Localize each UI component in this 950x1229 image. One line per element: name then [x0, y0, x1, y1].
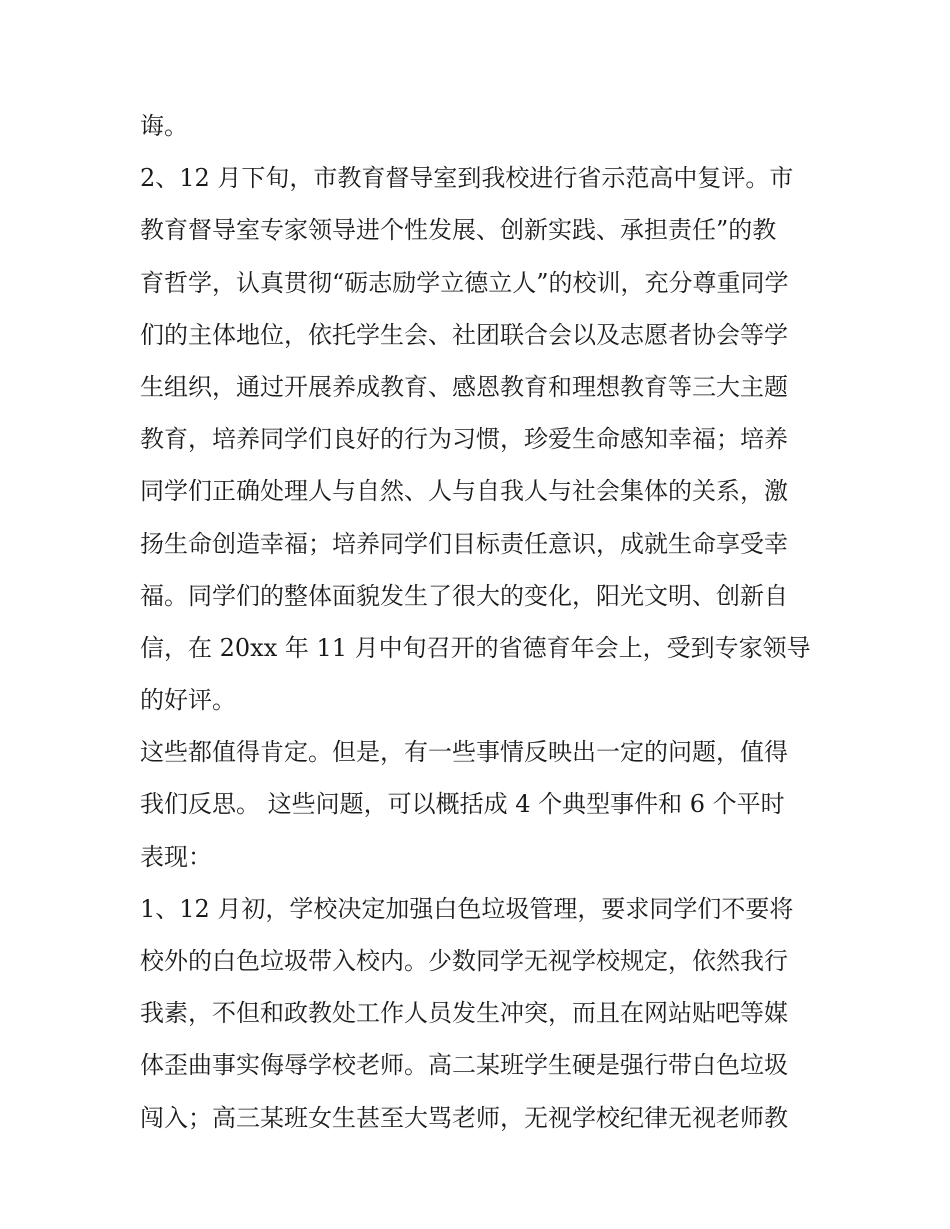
text-line: 我们反思。 这些问题，可以概括成 4 个典型事件和 6 个平时	[140, 790, 785, 819]
text-line: 同学们正确处理人与自然、人与自我人与社会集体的关系，激	[140, 477, 788, 506]
text-line: 1、12 月初，学校决定加强白色垃圾管理，要求同学们不要将	[140, 894, 794, 923]
text-line: 育哲学，认真贯彻“砺志励学立德立人”的校训，充分尊重同学	[140, 268, 789, 297]
text-line: 闯入；高三某班女生甚至大骂老师，无视学校纪律无视老师教	[140, 1103, 788, 1132]
text-line: 的好评。	[140, 686, 236, 715]
text-line: 体歪曲事实侮辱学校老师。高二某班学生硬是强行带白色垃圾	[140, 1051, 788, 1080]
text-line: 这些都值得肯定。但是，有一些事情反映出一定的问题，值得	[140, 738, 788, 767]
text-line: 们的主体地位，依托学生会、社团联合会以及志愿者协会等学	[140, 320, 788, 349]
text-line: 2、12 月下旬，市教育督导室到我校进行省示范高中复评。市	[140, 164, 794, 193]
text-line: 福。同学们的整体面貌发生了很大的变化，阳光文明、创新自	[140, 581, 788, 610]
text-line: 信，在 20xx 年 11 月中旬召开的省德育年会上，受到专家领导	[140, 633, 811, 662]
text-line: 表现：	[140, 842, 212, 871]
text-line: 我素，不但和政教处工作人员发生冲突，而且在网站贴吧等媒	[140, 999, 788, 1028]
text-line: 教育督导室专家领导进个性发展、创新实践、承担责任”的教	[140, 216, 777, 245]
text-line: 教育，培养同学们良好的行为习惯，珍爱生命感知幸福；培养	[140, 425, 788, 454]
text-line: 诲。	[140, 112, 188, 140]
text-line: 校外的白色垃圾带入校内。少数同学无视学校规定，依然我行	[140, 947, 788, 975]
text-line: 扬生命创造幸福；培养同学们目标责任意识，成就生命享受幸	[140, 529, 788, 558]
document-body	[140, 100, 820, 1144]
text-line: 生组织，通过开展养成教育、感恩教育和理想教育等三大主题	[140, 372, 788, 401]
